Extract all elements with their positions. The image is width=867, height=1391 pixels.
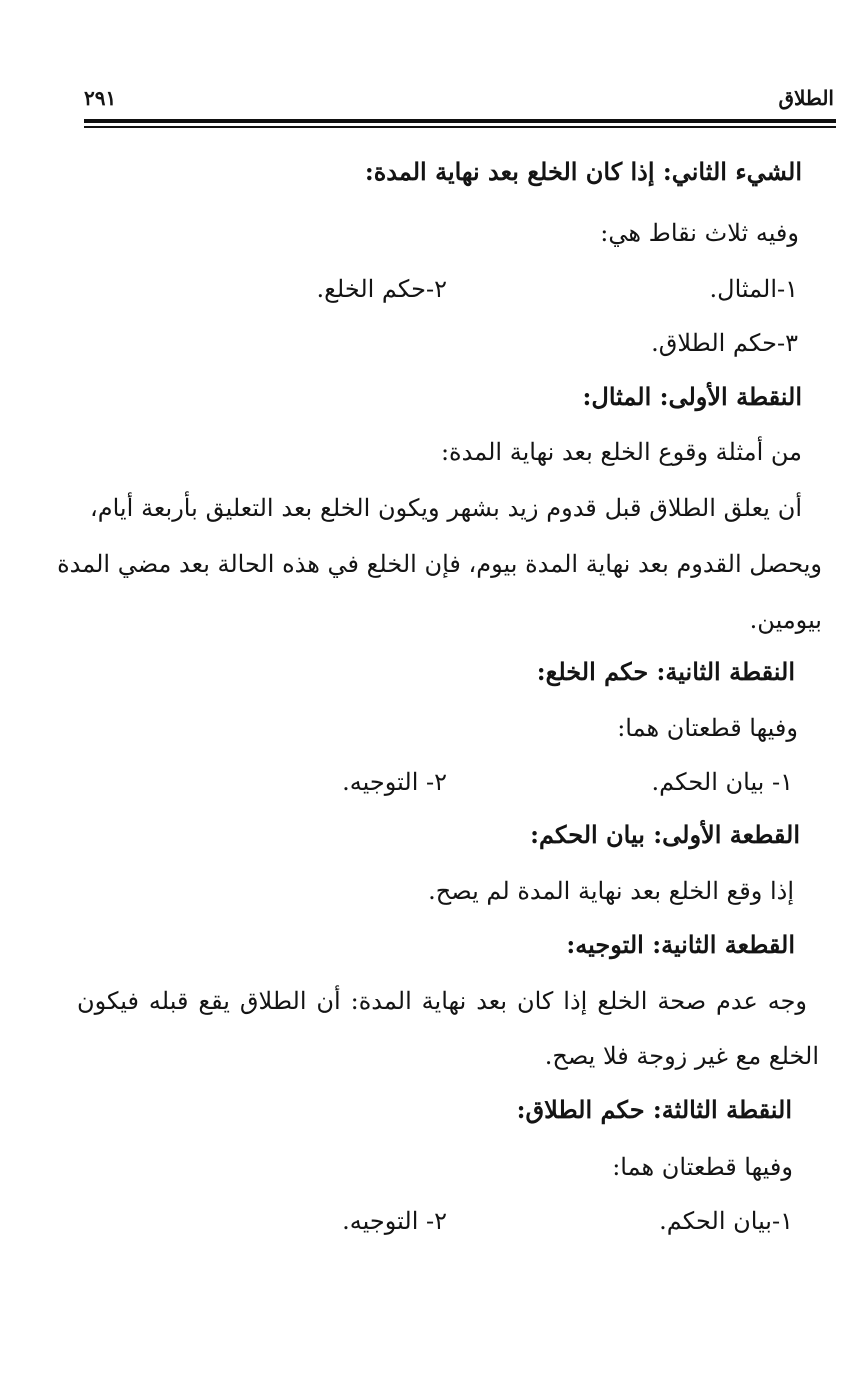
intro-line: وفيها قطعتان هما: [612, 1153, 793, 1181]
paragraph-line: إذا وقع الخلع بعد نهاية المدة لم يصح. [428, 877, 794, 905]
point-heading-1: النقطة الأولى: المثال: [582, 382, 802, 411]
paragraph-line: الخلع مع غير زوجة فلا يصح. [544, 1042, 819, 1070]
paragraph-line: أن يعلق الطلاق قبل قدوم زيد بشهر ويكون الخلع بعد التعليق بأربعة أيام، [90, 494, 802, 522]
list-item-1: ١-بيان الحكم. [659, 1207, 793, 1235]
list-item-3: ٣-حكم الطلاق. [651, 329, 798, 357]
list-item-2: ٢- التوجيه. [342, 1207, 447, 1235]
point-heading-2: النقطة الثانية: حكم الخلع: [536, 657, 795, 686]
list-item-2: ٢-حكم الخلع. [316, 275, 447, 303]
header-rule-thick [84, 119, 836, 123]
running-title: الطلاق [778, 86, 834, 110]
header-rule-thin [84, 126, 836, 128]
list-item-1: ١- بيان الحكم. [651, 768, 793, 796]
part-heading-1: القطعة الأولى: بيان الحكم: [530, 820, 800, 849]
intro-line: وفيها قطعتان هما: [617, 714, 798, 742]
intro-line: وفيه ثلاث نقاط هي: [600, 219, 799, 247]
paragraph-line: بيومين. [749, 606, 822, 634]
section-heading: الشيء الثاني: إذا كان الخلع بعد نهاية المدة: [364, 157, 802, 186]
part-heading-2: القطعة الثانية: التوجيه: [566, 930, 795, 959]
paragraph-line: ويحصل القدوم بعد نهاية المدة بيوم، فإن الخلع في هذه الحالة بعد مضي المدة [57, 550, 822, 578]
page-number: ٢٩١ [84, 86, 117, 110]
list-item-2: ٢- التوجيه. [342, 768, 447, 796]
list-item-1: ١-المثال. [709, 275, 798, 303]
paragraph-line: من أمثلة وقوع الخلع بعد نهاية المدة: [440, 438, 802, 466]
running-header [84, 86, 834, 116]
paragraph-line: وجه عدم صحة الخلع إذا كان بعد نهاية المدة: أن الطلاق يقع قبله فيكون [77, 987, 807, 1015]
point-heading-3: النقطة الثالثة: حكم الطلاق: [516, 1095, 792, 1124]
